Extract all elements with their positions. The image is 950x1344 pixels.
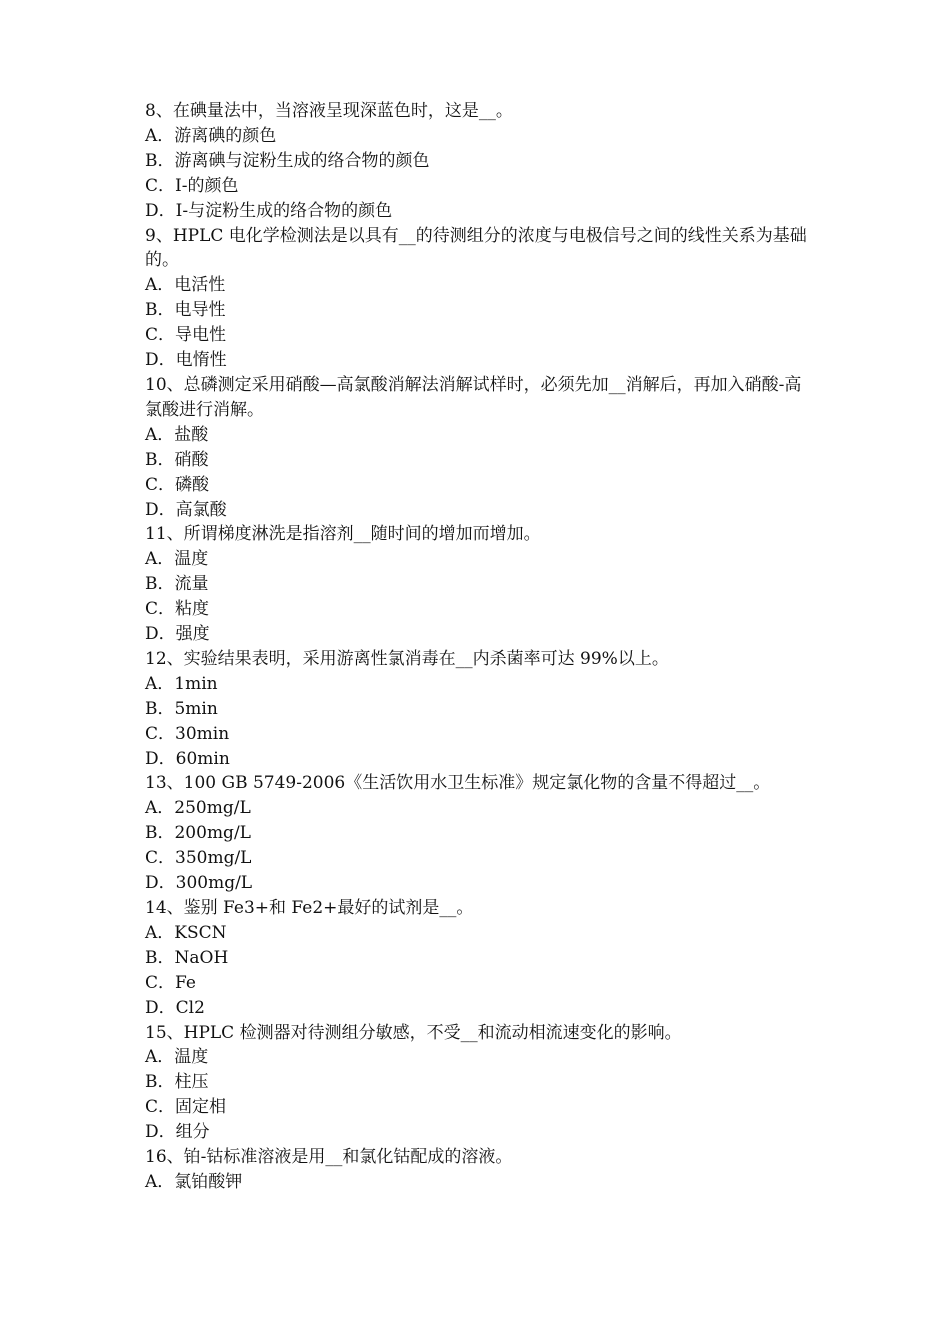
option-a: A．游离碘的颜色 [145, 125, 277, 146]
option-c: C．30min [145, 723, 230, 744]
option-c: C．固定相 [145, 1097, 227, 1118]
question-10 [145, 373, 815, 522]
question-stem: 13、100 GB 5749-2006《生活饮用水卫生标准》规定氯化物的含量不得超过__。 [145, 773, 771, 794]
question-16 [145, 1145, 815, 1195]
question-stem: 11、所谓梯度淋洗是指溶剂__随时间的增加而增加。 [145, 524, 541, 545]
option-b: B．硝酸 [145, 449, 209, 470]
question-stem: 8、在碘量法中，当溶液呈现深蓝色时，这是__。 [145, 101, 513, 121]
question-15 [145, 1021, 815, 1146]
option-d: D．强度 [145, 624, 210, 645]
option-b: B．游离碘与淀粉生成的络合物的颜色 [145, 150, 430, 171]
question-stem: 15、HPLC 检测器对待测组分敏感，不受__和流动相流速变化的影响。 [145, 1022, 682, 1043]
question-13 [145, 771, 815, 896]
question-stem: 16、铂-钴标准溶液是用__和氯化钴配成的溶液。 [145, 1147, 513, 1168]
option-b: B．柱压 [145, 1072, 209, 1093]
option-b: B．NaOH [145, 947, 229, 968]
option-d: D．电惰性 [145, 350, 227, 371]
option-a: A．电活性 [145, 275, 226, 296]
option-d: D．300mg/L [145, 873, 253, 894]
option-a: A．温度 [145, 1047, 209, 1068]
option-c: C．Fe [145, 972, 196, 993]
option-d: D．高氯酸 [145, 499, 227, 520]
option-a: A．盐酸 [145, 424, 209, 445]
option-c: C．粘度 [145, 599, 210, 620]
option-a: A．1min [145, 673, 218, 694]
option-b: B．5min [145, 698, 218, 719]
option-c: C．I-的颜色 [145, 175, 239, 196]
option-c: C．350mg/L [145, 848, 252, 869]
option-b: B．电导性 [145, 300, 226, 321]
option-a: A．KSCN [145, 922, 227, 943]
option-d: D．60min [145, 748, 230, 769]
question-stem: 14、鉴别 Fe3+和 Fe2+最好的试剂是__。 [145, 898, 474, 918]
option-a: A．250mg/L [145, 798, 251, 819]
question-stem: 10、总磷测定采用硝酸—高氯酸消解法消解试样时，必须先加__消解后，再加入硝酸-高氯酸进行消解。 [145, 374, 802, 420]
option-b: B．流量 [145, 574, 209, 595]
option-c: C．导电性 [145, 325, 227, 346]
option-b: B．200mg/L [145, 823, 251, 844]
question-14 [145, 896, 815, 1021]
question-stem: 9、HPLC 电化学检测法是以具有__的待测组分的浓度与电极信号之间的线性关系为基础的。 [145, 225, 807, 271]
option-a: A．温度 [145, 549, 209, 570]
document-body [145, 99, 815, 1195]
question-12 [145, 647, 815, 772]
option-a: A．氯铂酸钾 [145, 1171, 243, 1192]
question-11 [145, 522, 815, 647]
option-d: D．组分 [145, 1122, 210, 1143]
option-c: C．磷酸 [145, 474, 210, 495]
question-stem: 12、实验结果表明，采用游离性氯消毒在__内杀菌率可达 99%以上。 [145, 648, 669, 669]
question-8 [145, 99, 815, 224]
question-9 [145, 224, 815, 373]
option-d: D．I-与淀粉生成的络合物的颜色 [145, 200, 393, 221]
option-d: D．Cl2 [145, 997, 205, 1018]
